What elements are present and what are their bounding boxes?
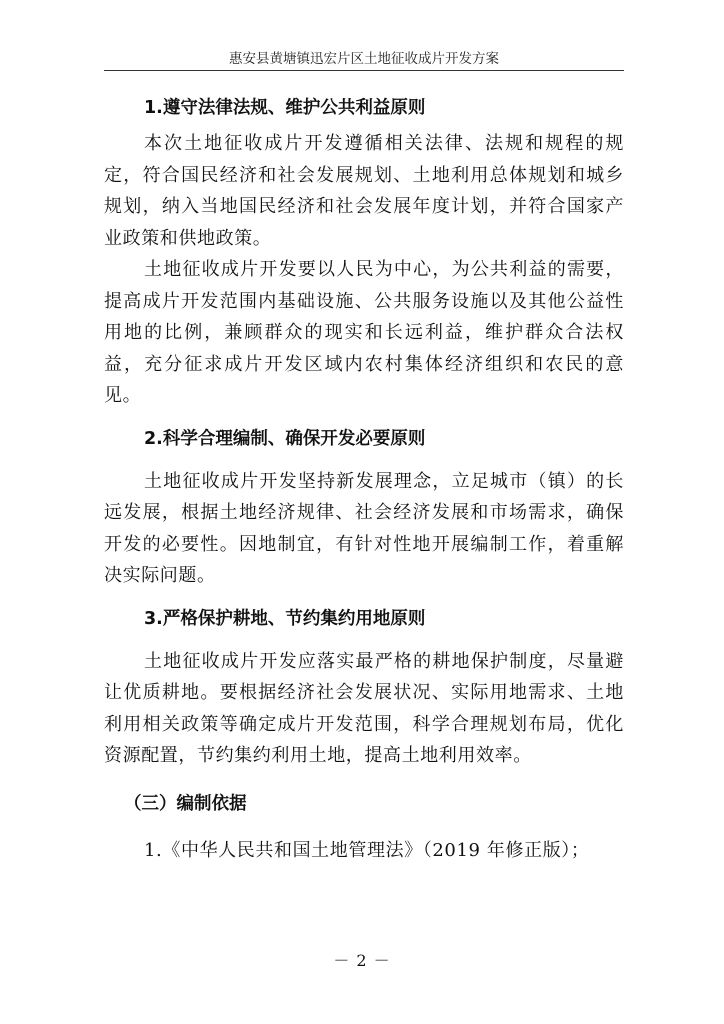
header-divider (104, 70, 624, 71)
section-heading-1: 1.遵守法律法规、维护公共利益原则 (144, 98, 426, 118)
page-number: － 2 － (333, 951, 391, 970)
paragraph: 土地征收成片开发应落实最严格的耕地保护制度，尽量避让优质耕地。要根据经济社会发展状况、实际用地需求、土地利用相关政策等确定成片开发范围，科学合理规划布局，优化资源配置，节约集约利用土地，提高土地利用效率。 (104, 650, 624, 766)
basis-item: 1.《中华人民共和国土地管理法》（2019 年修正版）； (144, 839, 590, 861)
running-header: 惠安县黄塘镇迅宏片区土地征收成片开发方案 (229, 51, 499, 67)
document-body (104, 88, 624, 871)
basis-heading: （三）编制依据 (124, 793, 247, 814)
paragraph: 本次土地征收成片开发遵循相关法律、法规和规程的规定，符合国民经济和社会发展规划、土地利用总体规划和城乡规划，纳入当地国民经济和社会发展年度计划，并符合国家产业政策和供地政策。 (104, 133, 624, 249)
section-heading-3: 3.严格保护耕地、节约集约用地原则 (144, 608, 426, 629)
paragraph: 土地征收成片开发坚持新发展理念，立足城市（镇）的长远发展，根据土地经济规律、社会经济发展和市场需求，确保开发的必要性。因地制宜，有针对性地开展编制工作，着重解决实际问题。 (104, 470, 624, 586)
section-heading-2: 2.科学合理编制、确保开发必要原则 (144, 428, 426, 449)
paragraph: 土地征收成片开发要以人民为中心，为公共利益的需要，提高成片开发范围内基础设施、公共服务设施以及其他公益性用地的比例，兼顾群众的现实和长远利益，维护群众合法权益，充分征求成片开发区域内农村集体经济组织和农民的意见。 (104, 259, 624, 406)
